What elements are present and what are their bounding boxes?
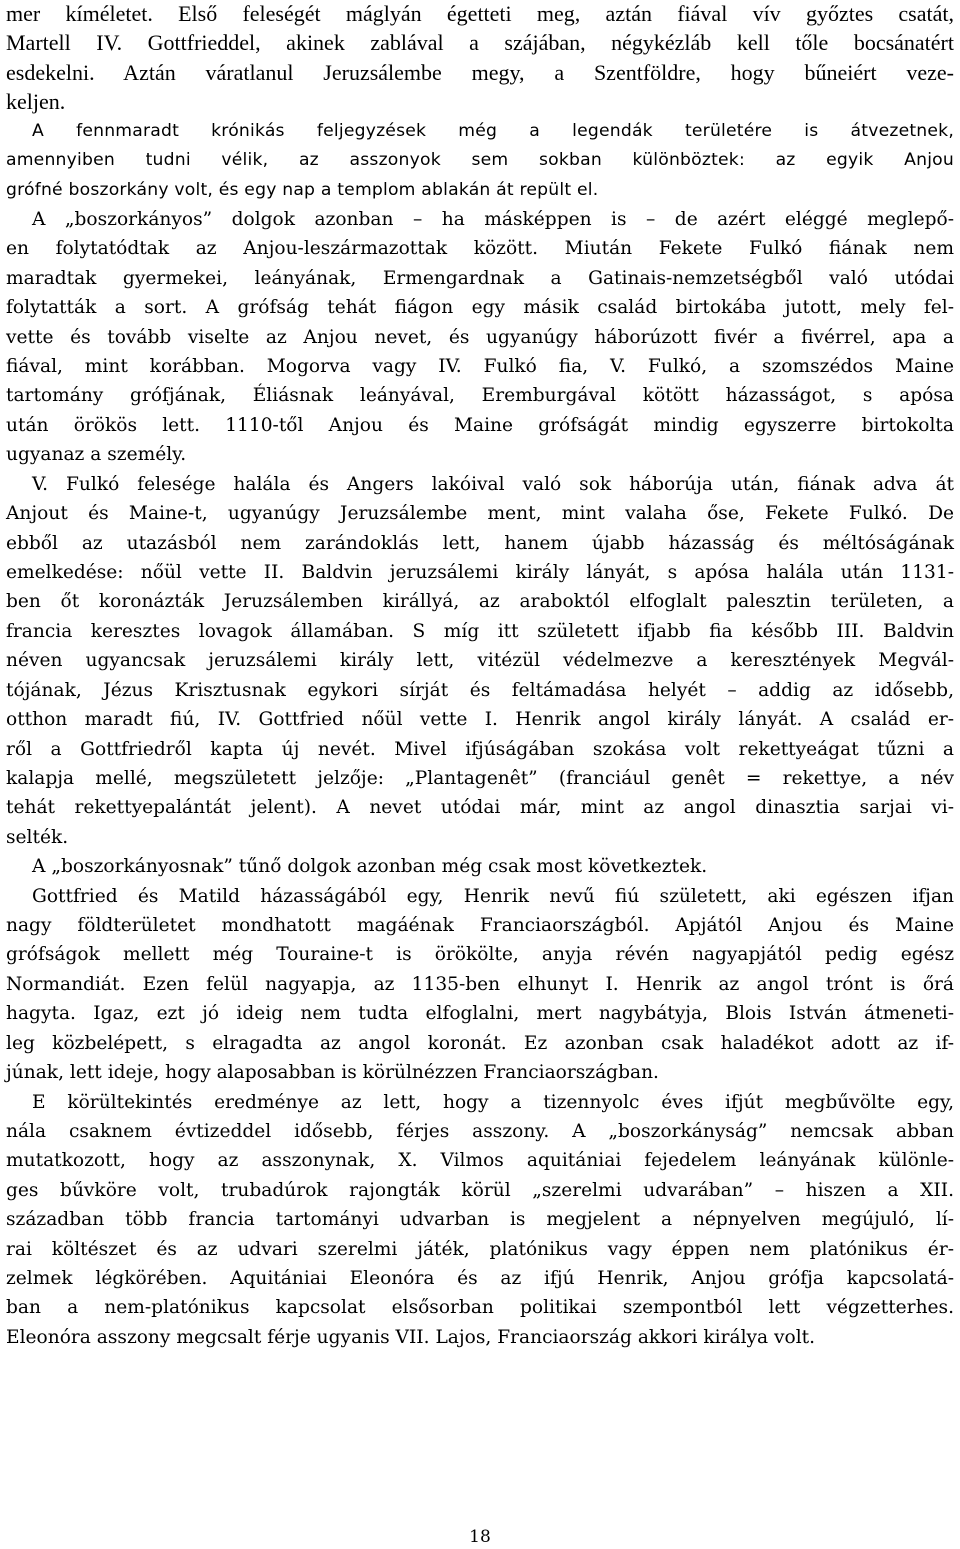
text-line: esdekelni. Aztán váratlanul Jeruzsálembe megy, a Szentföldre, hogy bűneiért veze- bbox=[6, 59, 954, 85]
text-line: fiával, mint korábban. Mogorva vagy IV. Fulkó fia, V. Fulkó, a szomszédos Maine bbox=[6, 356, 954, 378]
text-line: keljen. bbox=[6, 89, 66, 115]
text-line: mer kíméletet. Első feleségét máglyán égetteti meg, aztán fiával vív győztes csatát, bbox=[6, 1, 954, 26]
text-line: maradtak gyermekei, leányának, Ermengardnak a Gatinais-nemzetségből való utódai bbox=[6, 267, 954, 289]
text-line: Anjout és Maine-t, ugyanúgy Jeruzsálembe ment, mint valaha őse, Fekete Fulkó. De bbox=[6, 503, 954, 525]
text-line: kalapja mellé, megszületett jelzője: „Plantagenêt” (franciául genêt = rekettye, a név bbox=[6, 767, 954, 789]
text-line: emelkedése: nőül vette II. Baldvin jeruzsálemi király lányát, s apósa halála után 1131- bbox=[6, 561, 954, 583]
text-line: amennyiben tudni vélik, az asszonyok sem sokban különböztek: az egyik Anjou bbox=[6, 150, 954, 171]
text-line: ebből az utazásból nem zarándoklás lett, hanem újabb házasság és méltóságának bbox=[6, 532, 954, 554]
text-line: ges bűvköre volt, trubadúrok rajongták körül „szerelmi udvarában” – hiszen a XII. bbox=[6, 1179, 954, 1201]
text-line: en folytatódtak az Anjou-leszármazottak között. Miután Fekete Fulkó fiának nem bbox=[6, 238, 954, 260]
text-line: ről a Gottfriedről kapta új nevét. Mivel ifjúságában szokása volt rekettyeágat tűzni a bbox=[6, 738, 954, 760]
text-line: században több francia tartományi udvarban is megjelent a népnyelven megújuló, lí- bbox=[6, 1209, 954, 1231]
text-line: grófné boszorkány volt, és egy nap a templom ablakán át repült el. bbox=[6, 179, 599, 200]
text-line: V. Fulkó felesége halála és Angers lakóival való sok háborúja után, fiának adva át bbox=[32, 473, 954, 495]
text-line: ugyanaz a személy. bbox=[6, 444, 187, 466]
text-line: selték. bbox=[6, 826, 69, 848]
text-line: A „boszorkányosnak” tűnő dolgok azonban még csak most következtek. bbox=[32, 856, 708, 878]
text-line: júnak, lett ideje, hogy alaposabban is körülnézzen Franciaországban. bbox=[6, 1062, 659, 1084]
text-line: néven ugyancsak jeruzsálemi király lett, vitézül védelmezve a keresztények Megvál- bbox=[6, 650, 954, 672]
text-line: ban a nem-platónikus kapcsolat elsősorban politikai szempontból lett végzetterhes. bbox=[6, 1297, 954, 1319]
text-line: hagyta. Igaz, ezt jó ideig nem tudta elfoglalni, mert nagybátyja, Blois István átmeneti- bbox=[6, 1003, 954, 1025]
text-line: Eleonóra asszony megcsalt férje ugyanis VII. Lajos, Franciaország akkori királya volt. bbox=[6, 1326, 816, 1348]
text-line: otthon maradt fiú, IV. Gottfried nőül vette I. Henrik angol király lányát. A család er- bbox=[6, 709, 954, 731]
text-line: mutatkozott, hogy az asszonynak, X. Vilmos aquitániai fejedelem leányának különle- bbox=[6, 1150, 954, 1172]
text-line: tehát rekettyepalántát jelent). A nevet utódai már, mint az angol dinasztia sarjai vi- bbox=[6, 797, 954, 819]
text-line: A „boszorkányos” dolgok azonban – ha másképpen is – de azért eléggé meglepő- bbox=[32, 208, 954, 230]
text-line: tójának, Jézus Krisztusnak egykori sírját és feltámadása helyét – addig az idősebb, bbox=[6, 679, 954, 701]
text-line: Gottfried és Matild házasságából egy, Henrik nevű fiú született, aki egészen ifjan bbox=[32, 885, 954, 907]
text-line: ben őt koronázták Jeruzsálemben királlyá, az araboktól elfoglalt palesztin területen, a bbox=[6, 591, 954, 613]
text-line: E körültekintés eredménye az lett, hogy a tizennyolc éves ifjút megbűvölte egy, bbox=[32, 1091, 954, 1113]
text-line: tartomány grófjának, Éliásnak leányával, Eremburgával kötött házasságot, s apósa bbox=[6, 385, 954, 407]
text-line: után örökös lett. 1110-től Anjou és Maine grófságát mindig egyszerre birtokolta bbox=[6, 414, 954, 436]
text-line: leg közbelépett, s elragadta az angol koronát. Ez azonban csak haladékot adott az if- bbox=[6, 1032, 954, 1054]
text-line: rai költészet és az udvari szerelmi játék, platónikus vagy éppen nem platónikus ér- bbox=[6, 1238, 954, 1260]
text-line: nagy földterületet mondhatott magáénak Franciaországból. Apjától Anjou és Maine bbox=[6, 915, 954, 937]
text-line: Normandiát. Ezen felül nagyapja, az 1135-ben elhunyt I. Henrik az angol trónt is őrá bbox=[6, 973, 954, 995]
text-line: folytatták a sort. A grófság tehát fiágon egy másik család birtokába jutott, mely fel- bbox=[6, 297, 954, 319]
text-line: vette és tovább viselte az Anjou nevet, és ugyanúgy háborúzott fivér a fivérrel, apa a bbox=[6, 326, 954, 348]
text-line: francia keresztes lovagok államában. S míg itt született ifjabb fia később III. Baldvin bbox=[6, 620, 954, 642]
text-line: zelmek légkörében. Aquitániai Eleonóra és az ifjú Henrik, Anjou grófja kapcsolatá- bbox=[6, 1268, 954, 1290]
page-number: 18 bbox=[469, 1527, 491, 1547]
text-line: nála csaknem évtizeddel idősebb, férjes asszony. A „boszorkányság” nemcsak abban bbox=[6, 1120, 954, 1142]
text-line: grófságok mellett még Touraine-t is örökölte, anyja révén nagyapjától pedig egész bbox=[6, 944, 954, 966]
text-line: A fennmaradt krónikás feljegyzések még a legendák területére is átvezetnek, bbox=[32, 120, 954, 141]
text-line: Martell IV. Gottfrieddel, akinek zablával a szájában, négykézláb kell tőle bocsánatért bbox=[6, 30, 954, 56]
